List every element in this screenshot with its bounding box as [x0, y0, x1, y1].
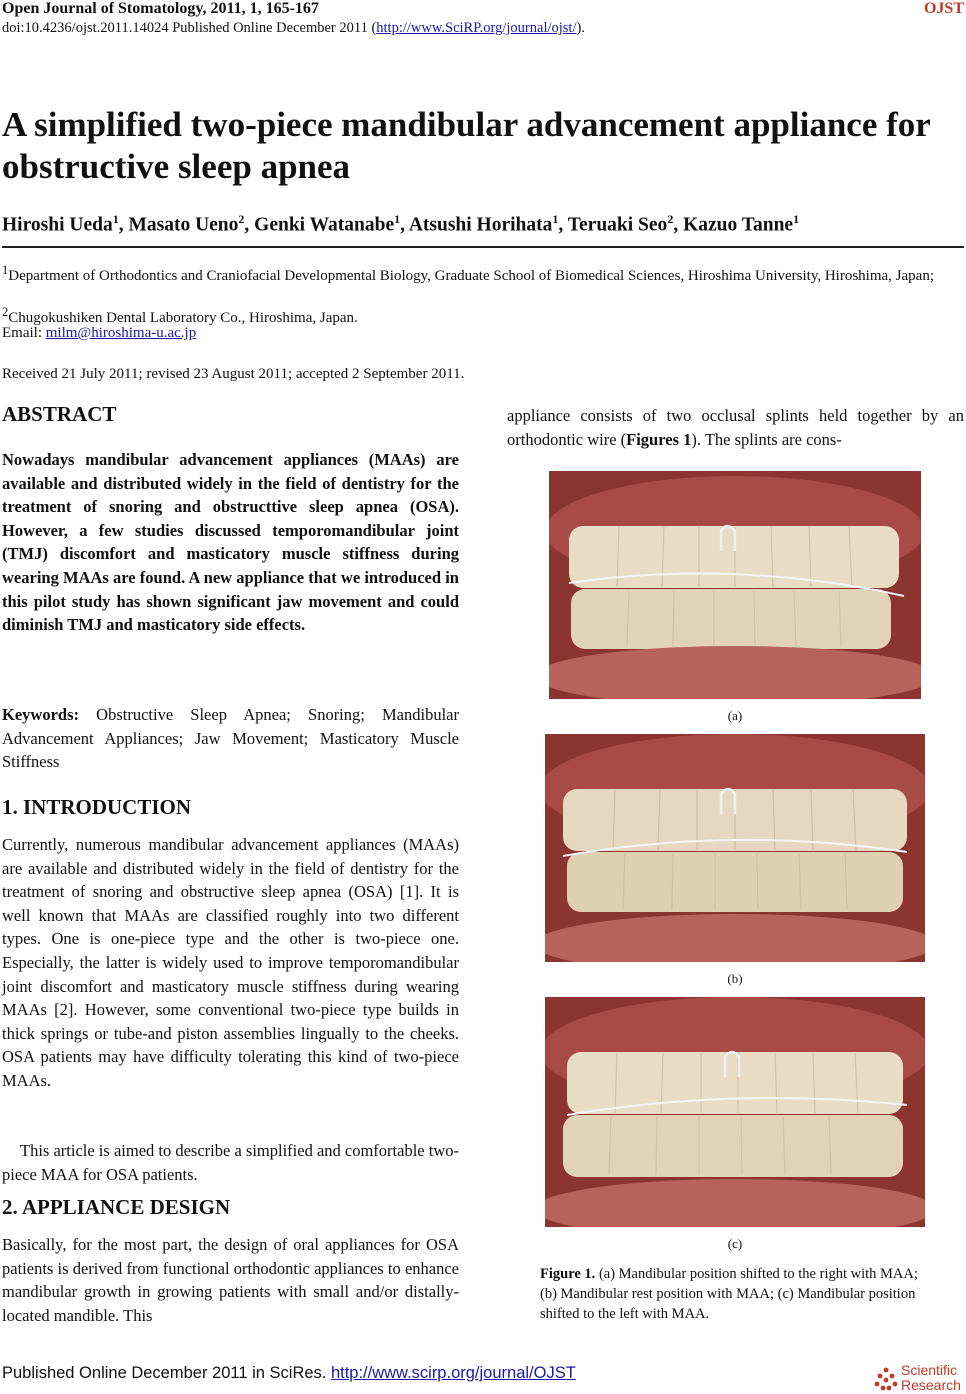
footer-line [2, 1364, 576, 1383]
doi-line [2, 20, 585, 37]
journal-url-link[interactable]: http://www.SciRP.org/journal/ojst/ [376, 20, 577, 36]
right-column-text [507, 404, 964, 451]
figure-reference: Figures 1 [626, 429, 692, 449]
author-affiliation-mark: 2 [238, 212, 245, 226]
article-title: A simplified two-piece mandibular advancement appliance for obstructive sleep apnea [2, 105, 931, 186]
author-affiliation-mark: 1 [112, 212, 119, 226]
received-dates: Received 21 July 2011; revised 23 August 2011; accepted 2 September 2011. [2, 366, 465, 382]
email-label: Email: [2, 325, 46, 341]
intro-paragraph-2: This article is aimed to describe a simplified and comfortable two-piece MAA for OSA patients. [2, 1141, 459, 1184]
intro-heading: 1. INTRODUCTION [2, 795, 192, 819]
author-name: Kazuo Tanne [683, 214, 794, 236]
dental-photo-b [545, 734, 925, 962]
author-separator: , [673, 214, 684, 236]
dental-photo-a [549, 471, 921, 699]
logo-text-scientific: Scientific [901, 1362, 958, 1378]
email-line [2, 323, 964, 344]
figure-1a-label: (a) [727, 708, 743, 723]
author-affiliation-mark: 1 [793, 212, 800, 226]
affiliation-text: Chugokushiken Dental Laboratory Co., Hiroshima, Japan. [8, 310, 358, 326]
figure-caption-label: Figure 1. [540, 1266, 596, 1282]
design-heading: 2. APPLIANCE DESIGN [2, 1195, 231, 1219]
footer-journal-link[interactable]: http://www.scirp.org/journal/OJST [330, 1364, 576, 1382]
author-separator: , [400, 214, 409, 236]
footer-text: Published Online December 2011 in SciRes. [2, 1364, 331, 1382]
author-name: Masato Ueno [128, 214, 239, 236]
figure-caption-text: (a) Mandibular position shifted to the right with MAA; (b) Mandibular rest position with MAA; (c) Mandibular position shifted to the left with MAA. [540, 1266, 918, 1322]
figure-1c-photo [545, 997, 925, 1227]
design-paragraph-1: Basically, for the most part, the design of oral appliances for OSA patients is derived from functional orthodontic appliances to enhance mandibular growth in growing patients with small and/or distally-located mandible. This [2, 1235, 459, 1325]
author-separator: , [118, 214, 129, 236]
author-affiliation-mark: 2 [667, 212, 674, 226]
journal-abbreviation: OJST [923, 0, 964, 17]
scirp-logo-icon [874, 1366, 898, 1392]
header-divider [2, 246, 964, 248]
affiliation-number: 2 [2, 305, 9, 319]
doi-text: doi:10.4236/ojst.2011.14024 Published Online December 2011 ( [2, 20, 377, 36]
affiliation-number: 1 [2, 263, 9, 277]
author-name: Hiroshi Ueda [2, 214, 113, 236]
email-link[interactable]: milm@hiroshima-u.ac.jp [45, 325, 197, 341]
keywords-label: Keywords: [2, 705, 79, 724]
figure-1c-label: (c) [727, 1236, 743, 1251]
abstract-heading: ABSTRACT [2, 402, 117, 426]
keywords-text: Obstructive Sleep Apnea; Snoring; Mandibular Advancement Appliances; Jaw Movement; Masticatory Muscle Stiffness [2, 705, 459, 772]
abstract-body: Nowadays mandibular advancement appliances (MAAs) are available and distributed widely in the field of dentistry for the treatment of snoring and obstructtive sleep apnea (OSA). However, a few studies discussed temporomandibular joint (TMJ) discomfort and masticatory muscle stiffness during wearing MAAs are found. A new appliance that we introduced in this pilot study has shown significant jaw movement and could diminish TMJ and masticatory side effects. [2, 450, 459, 635]
intro-paragraph-1: Currently, numerous mandibular advancement appliances (MAAs) are available and distributed widely in the field of dentistry for the treatment of snoring and obstructive sleep apnea (OSA) [1]. It is well known that MAAs are classified roughly into two different types. One is one-piece type and the other is two-piece one. Especially, the latter is widely used to improve temporomandibular joint discomfort and masticatory muscle stiffness during wearing MAAs [2]. However, some conventional two-piece type builds in thick springs or tube-and piston assemblies lingually to the cheeks. OSA patients may have difficulty tolerating this kind of two-piece MAAs. [2, 835, 459, 1090]
logo-text-research: Research [901, 1377, 961, 1393]
author-name: Atsushi Horihata [408, 214, 553, 236]
figure-1-caption [540, 1264, 938, 1324]
affiliation-1 [2, 260, 964, 287]
author-list [2, 212, 799, 237]
author-affiliation-mark: 1 [552, 212, 559, 226]
author-name: Genki Watanabe [254, 214, 395, 236]
figure-1b-label: (b) [727, 971, 743, 986]
author-affiliation-mark: 1 [394, 212, 401, 226]
figure-1b-photo [545, 734, 925, 962]
author-separator: , [244, 214, 255, 236]
journal-name: Open Journal of Stomatology, 2011, 1, 165-167 [2, 0, 319, 17]
figure-1a-photo [549, 471, 921, 699]
keywords [2, 703, 459, 774]
publisher-logo [874, 1360, 964, 1394]
right-text-end: ). The splints are cons- [691, 429, 842, 449]
affiliation-text: Department of Orthodontics and Craniofacial Developmental Biology, Graduate School of Biomedical Sciences, Hiroshima University, Hiroshima, Japan; [8, 268, 934, 284]
right-text-start: appliance consists of two occlusal splints held together by an orthodontic wire ( [507, 406, 964, 449]
author-separator: , [558, 214, 568, 236]
author-name: Teruaki Seo [567, 214, 668, 236]
doi-suffix: ). [576, 20, 585, 36]
dental-photo-c [545, 997, 925, 1227]
